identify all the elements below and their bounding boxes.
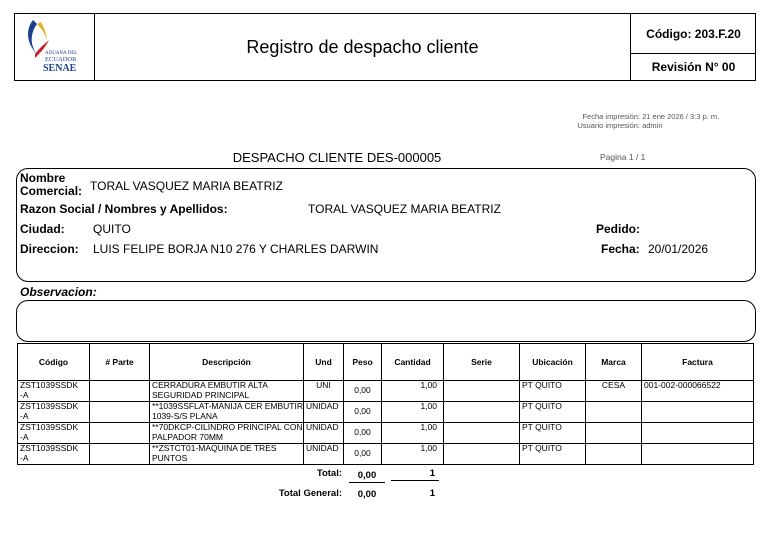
col-header-ubicacion: Ubicación — [520, 344, 586, 381]
cell-parte — [90, 444, 150, 465]
direccion-label: Direccion: — [20, 242, 79, 256]
total-peso: 0,00 — [349, 470, 385, 483]
document-header — [14, 13, 756, 81]
col-header-serie: Serie — [444, 344, 520, 381]
cell-descripcion: **ZSTCT01-MAQUINA DE TRES PUNTOS — [150, 444, 304, 465]
col-header-cantidad: Cantidad — [382, 344, 444, 381]
cell-serie — [444, 381, 520, 402]
cell-marca — [586, 402, 642, 423]
svg-text:ADUANA DEL: ADUANA DEL — [45, 51, 78, 56]
cell-serie — [444, 402, 520, 423]
cell-cantidad: 1,00 — [382, 402, 444, 423]
cell-serie — [444, 444, 520, 465]
cell-ubicacion: PT QUITO — [520, 402, 586, 423]
items-table — [17, 343, 754, 465]
razon-social-label: Razon Social / Nombres y Apellidos: — [20, 202, 228, 216]
document-code: Código: 203.F.20 — [631, 14, 756, 54]
table-row — [18, 423, 754, 444]
print-meta — [560, 112, 719, 130]
cell-und: UNIDAD — [304, 402, 344, 423]
cell-codigo: ZST1039SSDK -A — [18, 402, 90, 423]
cell-parte — [90, 423, 150, 444]
senae-logo — [15, 14, 95, 80]
cell-codigo: ZST1039SSDK -A — [18, 381, 90, 402]
table-row — [18, 444, 754, 465]
col-header-codigo: Código — [18, 344, 90, 381]
col-header-parte: # Parte — [90, 344, 150, 381]
nombre-comercial-label: Nombre Comercial: — [20, 171, 83, 198]
print-user-value: admin — [642, 121, 663, 130]
cell-cantidad: 1,00 — [382, 444, 444, 465]
total-general-label: Total General: — [278, 488, 342, 499]
cell-factura — [642, 402, 754, 423]
pedido-label: Pedido: — [596, 222, 640, 236]
col-header-factura: Factura — [642, 344, 754, 381]
cell-cantidad: 1,00 — [382, 423, 444, 444]
print-user-label: Usuario impresión: — [577, 121, 640, 130]
svg-text:ECUADOR: ECUADOR — [45, 56, 77, 63]
cell-und: UNIDAD — [304, 444, 344, 465]
cell-marca: CESA — [586, 381, 642, 402]
cell-peso: 0,00 — [344, 444, 382, 465]
total-cantidad: 1 — [391, 468, 439, 481]
cell-descripcion: **1039SSFLAT-MANIJA CER EMBUTIR 1039-S/S PLANA — [150, 402, 304, 423]
cell-codigo: ZST1039SSDK -A — [18, 444, 90, 465]
table-row — [18, 381, 754, 402]
cell-ubicacion: PT QUITO — [520, 444, 586, 465]
ciudad-label: Ciudad: — [20, 222, 65, 236]
total-general-peso: 0,00 — [357, 489, 377, 500]
total-label: Total: — [316, 468, 342, 479]
print-date-label: Fecha impresión: — [582, 112, 640, 121]
observacion-value — [17, 301, 755, 313]
header-code-block — [630, 14, 755, 80]
cell-peso: 0,00 — [344, 381, 382, 402]
fecha-label: Fecha: — [601, 242, 640, 256]
cell-factura: 001-002-000066522 — [642, 381, 754, 402]
cell-parte — [90, 381, 150, 402]
page-number: Pagina 1 / 1 — [600, 152, 646, 162]
total-general-cantidad: 1 — [429, 488, 435, 499]
col-header-peso: Peso — [344, 344, 382, 381]
cell-factura — [642, 444, 754, 465]
table-row — [18, 402, 754, 423]
observacion-label: Observacion: — [20, 285, 97, 299]
cell-marca — [586, 444, 642, 465]
cell-descripcion: **70DKCP-CILINDRO PRINCIPAL CON PALPADOR 70MM — [150, 423, 304, 444]
table-header-row — [18, 344, 754, 381]
fecha-value: 20/01/2026 — [648, 242, 709, 256]
cell-und: UNI — [304, 381, 344, 402]
razon-social-value: TORAL VASQUEZ MARIA BEATRIZ — [308, 202, 501, 216]
document-revision: Revisión N° 00 — [651, 60, 736, 74]
cell-serie — [444, 423, 520, 444]
cell-marca — [586, 423, 642, 444]
print-date-value: 21 ene 2026 / 3:3 p. m. — [642, 112, 720, 121]
cell-factura — [642, 423, 754, 444]
senae-logo-icon — [15, 14, 95, 80]
cell-ubicacion: PT QUITO — [520, 381, 586, 402]
col-header-marca: Marca — [586, 344, 642, 381]
cell-descripcion: CERRADURA EMBUTIR ALTA SEGURIDAD PRINCIPAL — [150, 381, 304, 402]
nombre-comercial-value: TORAL VASQUEZ MARIA BEATRIZ — [90, 179, 283, 193]
cell-cantidad: 1,00 — [382, 381, 444, 402]
cell-parte — [90, 402, 150, 423]
cell-peso: 0,00 — [344, 402, 382, 423]
cell-und: UNIDAD — [304, 423, 344, 444]
direccion-value: LUIS FELIPE BORJA N10 276 Y CHARLES DARWIN — [93, 242, 379, 256]
cell-codigo: ZST1039SSDK -A — [18, 423, 90, 444]
page-title: Registro de despacho cliente — [246, 36, 479, 57]
observacion-box — [16, 300, 756, 342]
col-header-descripcion: Descripción — [150, 344, 304, 381]
cell-ubicacion: PT QUITO — [520, 423, 586, 444]
svg-text:SENAE: SENAE — [43, 63, 77, 74]
col-header-und: Und — [304, 344, 344, 381]
dispatch-title: DESPACHO CLIENTE DES-000005 — [232, 150, 442, 165]
ciudad-value: QUITO — [93, 222, 131, 236]
cell-peso: 0,00 — [344, 423, 382, 444]
